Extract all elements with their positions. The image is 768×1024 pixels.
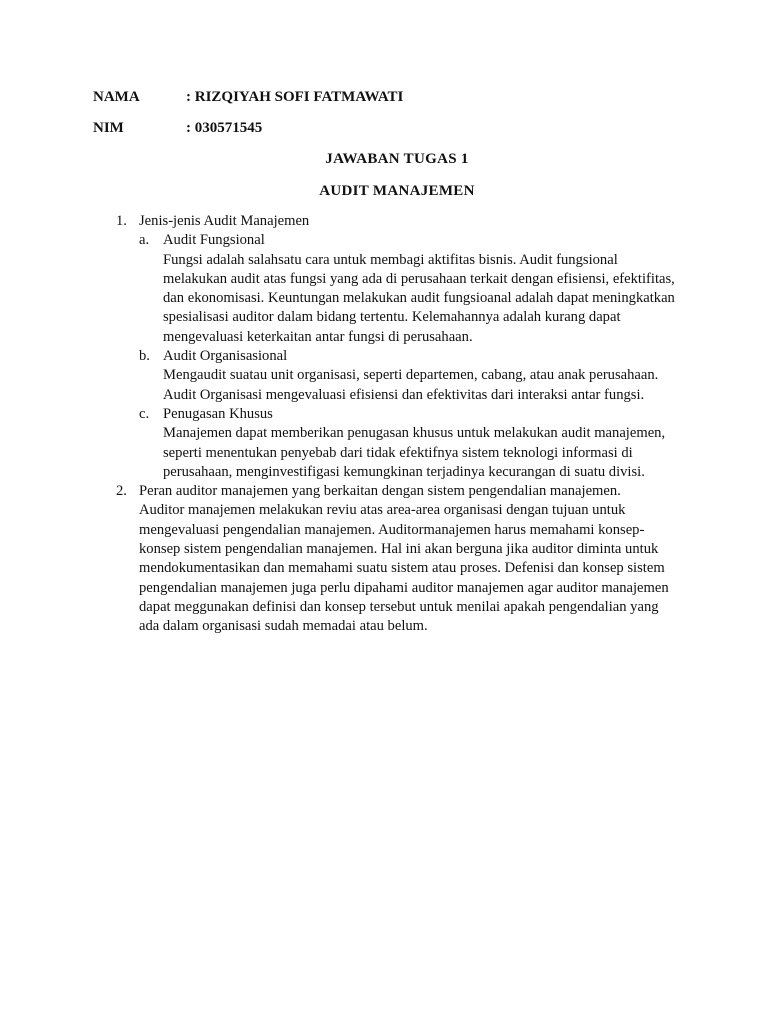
answer-list [0, 212, 768, 637]
sub-item-letter: a. [139, 232, 150, 249]
sub-item [139, 347, 768, 405]
sub-item-title: Audit Fungsional [163, 232, 265, 249]
item-number: 2. [116, 483, 127, 500]
name-label: NAMA [93, 89, 140, 105]
sub-item-body: Mengaudit suatau unit organisasi, seperti departemen, cabang, atau anak perusahaan. Audit Organisasi mengevaluasi efisiensi dan efektivitas dari interaksi antar fungsi. [163, 367, 659, 403]
document-subtitle: AUDIT MANAJEMEN [319, 183, 475, 199]
sub-item-letter: b. [139, 348, 150, 365]
nim-row [93, 119, 262, 137]
name-row [93, 88, 403, 106]
sub-item-letter: c. [139, 405, 150, 422]
item-text: Peran auditor manajemen yang berkaitan dengan sistem pengendalian manajemen. Auditor manajemen melakukan reviu atas area-area organisasi dengan tujuan untuk mengevaluasi pengendalian manajemen. Auditormanajemen harus memahami konsep-konsep sistem pengendalian manajemen. Hal ini akan berguna jika auditor diminta untuk mendokumentasikan dan memahami suatu sistem atau proses. Defenisi dan konsep sistem pengendalian manajemen juga perlu dipahami auditor manajemen agar auditor manajemen dapat meggunakan definisi dan konsep tersebut untuk menilai apakah pengendalian yang ada dalam organisasi sudah memadai atau belum. [139, 483, 669, 635]
nim-value: : 030571545 [186, 120, 263, 136]
item-number: 1. [116, 213, 127, 229]
sub-item [139, 231, 768, 347]
sub-item-title: Audit Organisasional [163, 348, 288, 365]
sub-item-title: Penugasan Khusus [163, 405, 273, 422]
sub-item [139, 405, 768, 482]
sub-item-body: Fungsi adalah salahsatu cara untuk membagi aktifitas bisnis. Audit fungsional melakukan audit atas fungsi yang ada di perusahaan terkait dengan efisiensi, efektifitas, dan ekonomisasi. Keuntungan melakukan audit fungsioanal adalah dapat meningkatkan spesialisasi auditor dalam bidang tertentu. Kelemahannya adalah kurang dapat mengevaluasi keterkaitan antar fungsi di perusahaan. [163, 251, 675, 345]
list-item [0, 482, 768, 636]
item-text: Jenis-jenis Audit Manajemen [139, 213, 310, 229]
sub-item-body: Manajemen dapat memberikan penugasan khusus untuk melakukan audit manajemen, seperti menentukan penyebab dari tidak efektifnya sistem teknologi informasi di perusahaan, menginvestifigasi kemungkinan terjadinya kecurangan di suatu divisi. [163, 425, 666, 480]
list-item [0, 212, 768, 231]
document-title: JAWABAN TUGAS 1 [325, 151, 469, 167]
name-value: : RIZQIYAH SOFI FATMAWATI [186, 89, 404, 105]
nim-label: NIM [93, 120, 124, 136]
